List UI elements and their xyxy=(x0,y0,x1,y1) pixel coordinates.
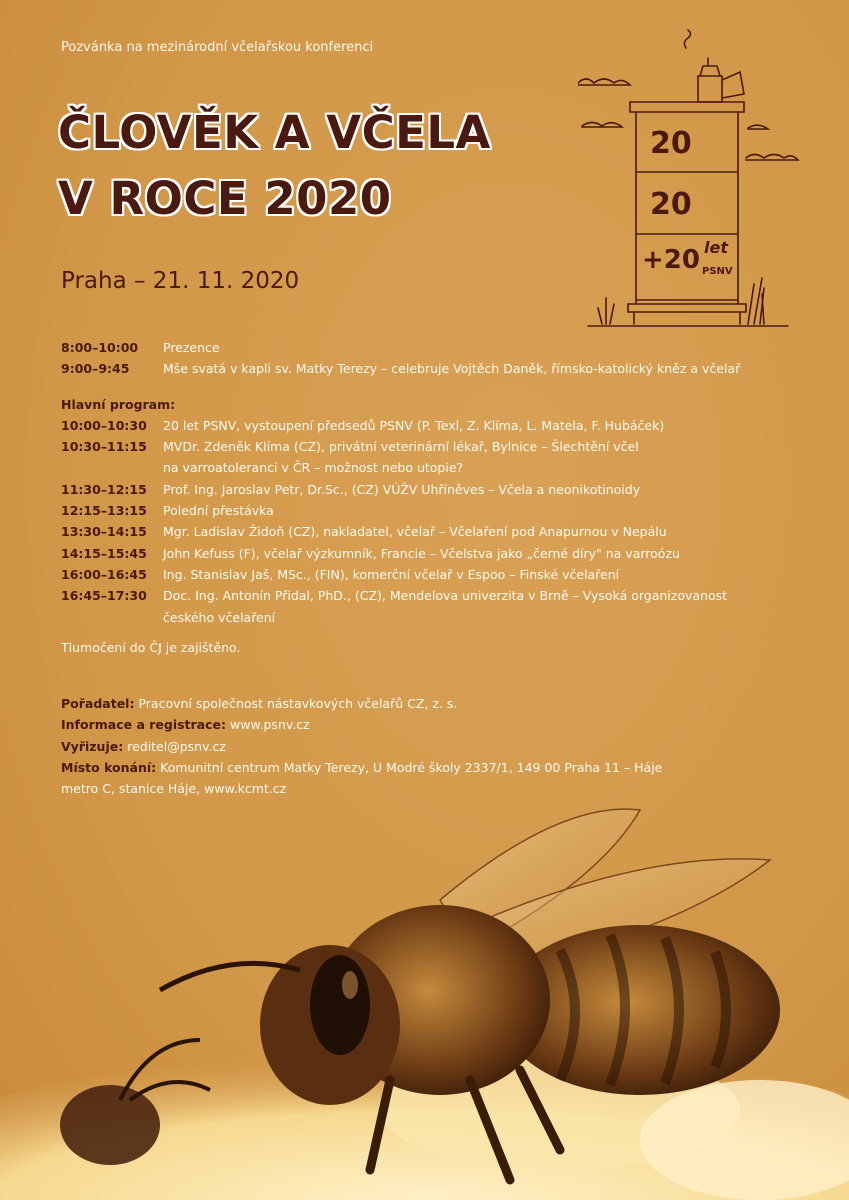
schedule-desc-line: Doc. Ing. Antonín Přidal, PhD., (CZ), Mendelova univerzita v Brně – Vysoká organizovanost xyxy=(163,588,728,604)
title-line-2: V ROCE 2020 xyxy=(58,172,392,225)
schedule-time: 13:30–14:15 xyxy=(61,524,147,540)
title-line-1: ČLOVĚK A VČELA xyxy=(58,106,491,159)
schedule-desc xyxy=(163,585,727,628)
logo-row-2: 20 xyxy=(650,187,692,222)
main-program-label: Hlavní program: xyxy=(61,396,176,412)
venue-value: Komunitní centrum Matky Terezy, U Modré školy 2337/1, 149 00 Praha 11 – Háje xyxy=(160,759,663,775)
schedule-row xyxy=(61,521,781,542)
organizer-line xyxy=(61,693,781,714)
schedule-desc: Ing. Stanislav Jaš, MSc., (FIN), komerční včelař v Espoo – Finské včelaření xyxy=(163,566,620,582)
schedule-desc-line: na varroatoleranci v ČR – možnost nebo utopie? xyxy=(163,460,464,476)
event-date: Praha – 21. 11. 2020 xyxy=(61,268,300,294)
schedule-row xyxy=(61,436,781,479)
cloud-icon xyxy=(748,125,768,129)
translation-note: Tlumočení do ČJ je zajištěno. xyxy=(61,640,241,655)
schedule-time: 8:00–10:00 xyxy=(61,340,139,355)
schedule-time: 11:30–12:15 xyxy=(61,481,147,497)
contact-line xyxy=(61,736,781,757)
cloud-icon xyxy=(578,79,630,85)
schedule-desc: John Kefuss (F), včelař výzkumník, Francie – Včelstva jako „černé díry" na varroózu xyxy=(163,545,680,561)
schedule-desc: Polední přestávka xyxy=(163,503,274,519)
registration-line xyxy=(61,714,781,735)
schedule-desc: Mše svatá v kapli sv. Matky Terezy – celebruje Vojtěch Daněk, římsko-katolický kněz a včelař xyxy=(163,361,741,377)
schedule-time: 10:30–11:15 xyxy=(61,439,147,455)
schedule-time: 9:00–9:45 xyxy=(61,361,130,377)
grass-icon xyxy=(598,278,764,324)
schedule-row xyxy=(61,564,781,585)
schedule-time: 12:15–13:15 xyxy=(61,503,147,519)
schedule-row xyxy=(61,415,781,436)
logo-row-3: +20 xyxy=(642,245,700,275)
logo-org: PSNV xyxy=(702,266,733,277)
schedule-desc: Prof. Ing. Jaroslav Petr, Dr.Sc., (CZ) VÚŽV Uhříněves – Včela a neonikotinoidy xyxy=(163,481,641,497)
registration-link[interactable]: www.psnv.cz xyxy=(230,717,310,733)
venue-line-2: metro C, stanice Háje, www.kcmt.cz xyxy=(61,781,287,797)
schedule-row xyxy=(61,500,781,521)
schedule-desc: 20 let PSNV, vystoupení předsedů PSNV (P. Texl, Z. Klíma, L. Matela, F. Hubáček) xyxy=(163,417,665,433)
schedule-time: 16:45–17:30 xyxy=(61,588,147,604)
bee-photo xyxy=(0,780,849,1200)
page-title xyxy=(58,100,491,232)
venue-line xyxy=(61,757,781,778)
subtitle: Pozvánka na mezinárodní včelařskou konferenci xyxy=(61,40,374,55)
schedule-desc: Mgr. Ladislav Židoň (CZ), nakladatel, včelař – Včelaření pod Anapurnou v Nepálu xyxy=(163,524,667,540)
schedule-time: 10:00–10:30 xyxy=(61,417,147,433)
cloud-icon xyxy=(582,123,622,128)
schedule-desc xyxy=(163,436,639,479)
smoker-icon xyxy=(698,58,744,102)
schedule-desc: Prezence xyxy=(163,340,220,355)
smoke-icon xyxy=(684,30,690,48)
contact-email[interactable]: reditel@psnv.cz xyxy=(127,738,226,754)
schedule-time: 14:15–15:45 xyxy=(61,545,147,561)
schedule-desc-line: MVDr. Zdeněk Klíma (CZ), privátní veterinární lékař, Bylnice – Šlechtění včel xyxy=(163,439,639,455)
registration-label: Informace a registrace: xyxy=(61,717,227,733)
venue-label: Místo konání: xyxy=(61,759,157,775)
schedule-desc-line: českého včelaření xyxy=(163,609,276,625)
schedule xyxy=(61,337,781,628)
organizer-value: Pracovní společnost nástavkových včelařů CZ, z. s. xyxy=(138,696,458,711)
logo-row-1: 20 xyxy=(650,126,692,161)
organizer-label: Pořadatel: xyxy=(61,696,135,711)
schedule-row xyxy=(61,543,781,564)
beehive-illustration xyxy=(578,28,808,333)
schedule-row xyxy=(61,337,781,358)
cloud-icon xyxy=(746,155,798,161)
schedule-row xyxy=(61,479,781,500)
logo-letters: let xyxy=(704,238,728,257)
contact-label: Vyřizuje: xyxy=(61,738,124,754)
schedule-time: 16:00–16:45 xyxy=(61,566,147,582)
schedule-row xyxy=(61,358,781,379)
schedule-row xyxy=(61,585,781,628)
